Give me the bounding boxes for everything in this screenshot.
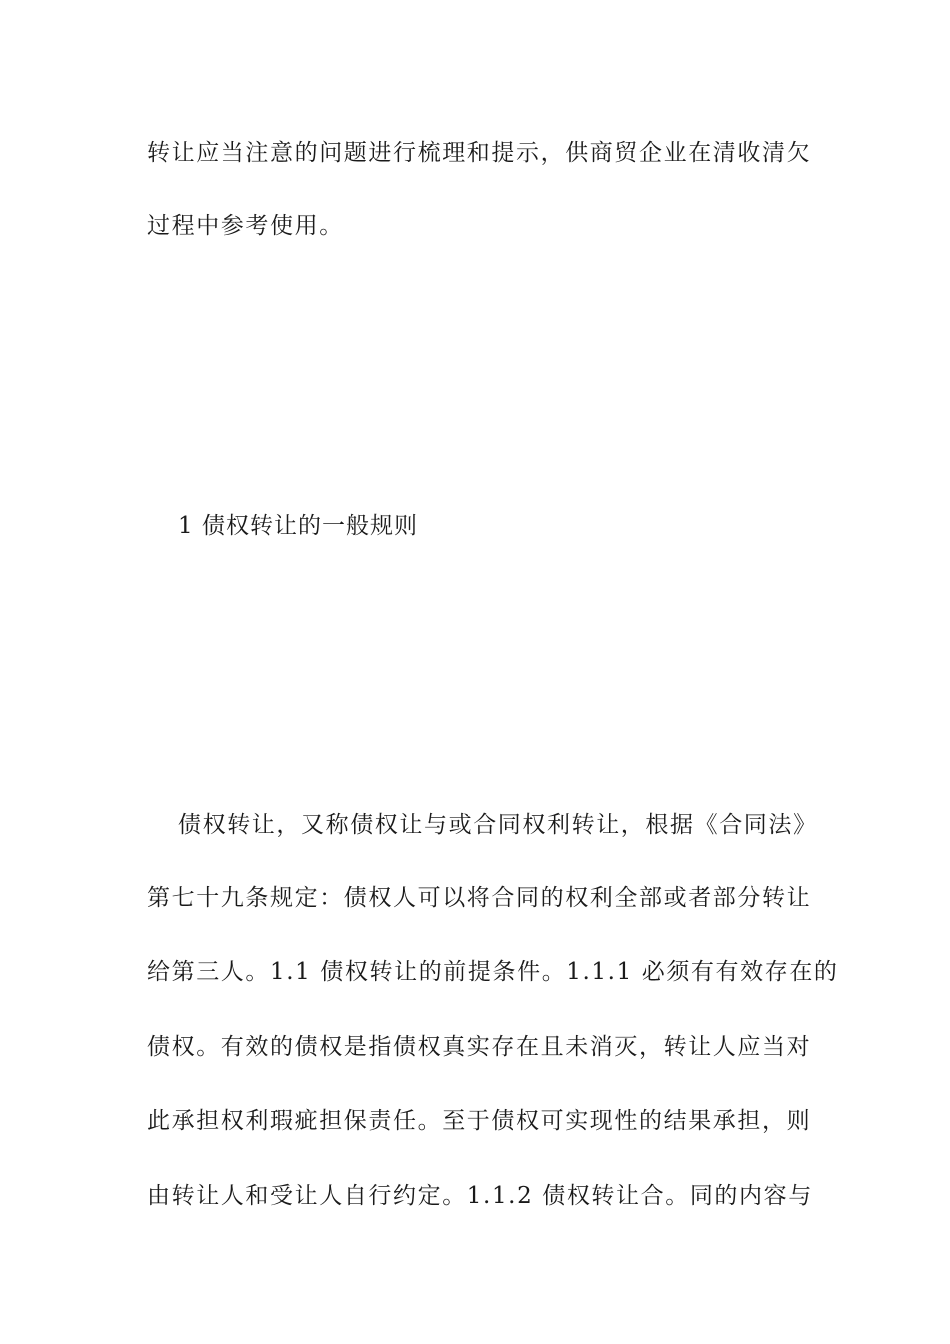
body-line-4: 债权。有效的债权是指债权真实存在且未消灭，转让人应当对 [147,1034,812,1060]
body-line-2: 第七十九条规定：债权人可以将合同的权利全部或者部分转让 [147,885,812,911]
body-line-6: 由转让人和受让人自行约定。1.1.2 债权转让合。同的内容与 [147,1183,813,1209]
body-line-5: 此承担权利瑕疵担保责任。至于债权可实现性的结果承担，则 [147,1108,812,1134]
intro-line-2: 过程中参考使用。 [147,213,344,239]
body-line-1: 债权转让，又称债权让与或合同权利转让，根据《合同法》 [178,812,818,838]
section-heading: 1 债权转让的一般规则 [178,513,418,539]
body-line-3: 给第三人。1.1 债权转让的前提条件。1.1.1 必须有有效存在的 [147,959,839,985]
intro-line-1: 转让应当注意的问题进行梳理和提示，供商贸企业在清收清欠 [147,140,812,166]
